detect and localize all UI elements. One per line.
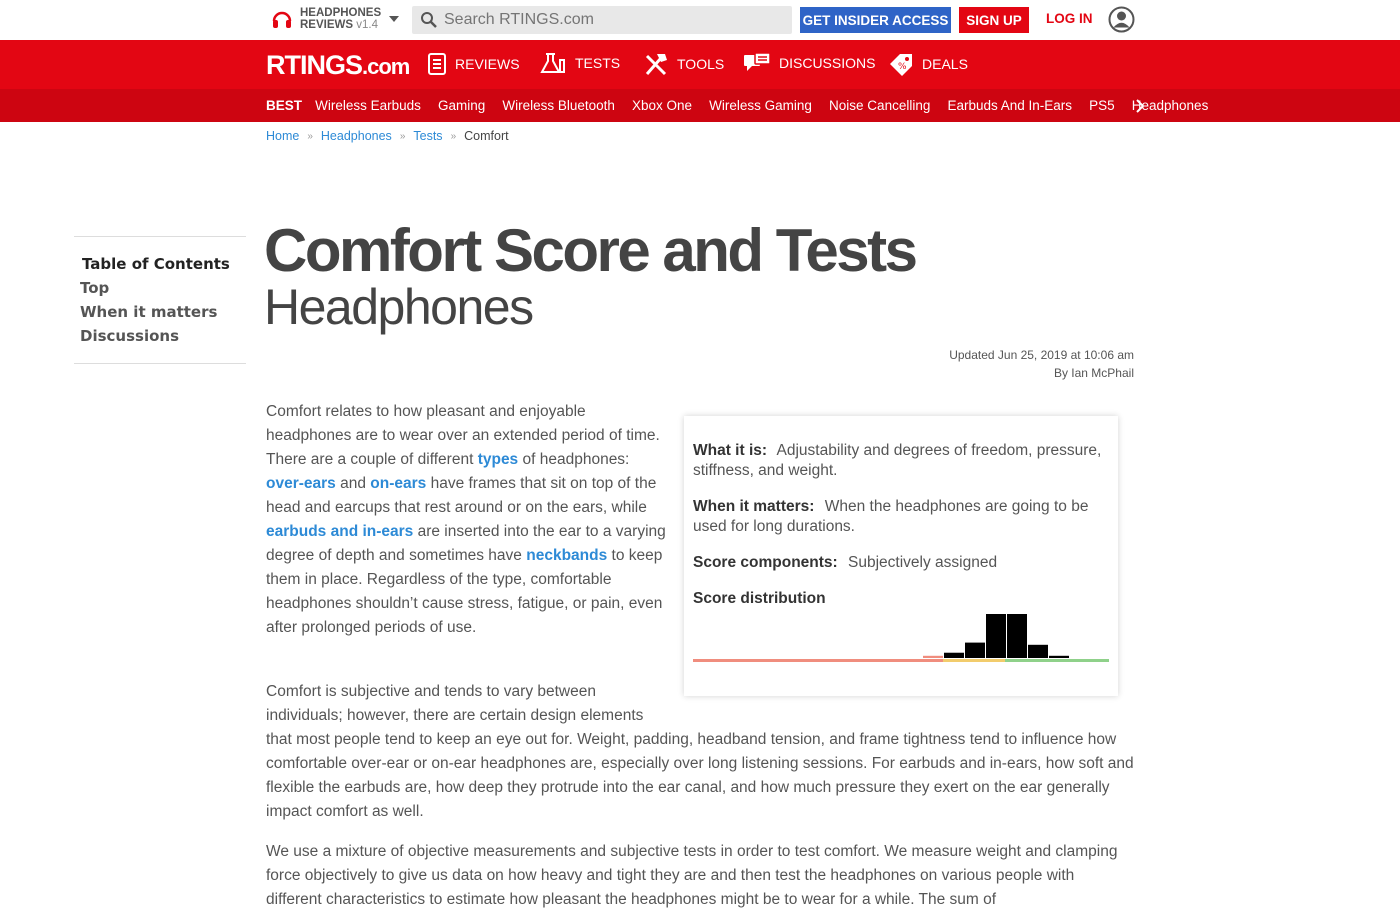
distribution-bar: [923, 656, 943, 658]
svg-text:%: %: [898, 62, 907, 72]
main-nav: [0, 40, 1400, 89]
best-of-list: [266, 89, 1209, 122]
version-label: v1.4: [356, 19, 378, 31]
page-title: Comfort Score and Tests: [264, 217, 916, 284]
link-neckbands[interactable]: neckbands: [526, 547, 608, 564]
nav-tools[interactable]: [643, 52, 724, 76]
best-item[interactable]: PS5: [1089, 98, 1115, 113]
what-it-is-value: Adjustability and degrees of freedom, pressure, stiffness, and weight.: [693, 442, 1102, 479]
best-item[interactable]: Gaming: [438, 98, 486, 113]
nav-deals[interactable]: [888, 52, 968, 76]
chevron-right-icon[interactable]: [1135, 99, 1145, 113]
insider-access-button[interactable]: GET INSIDER ACCESS: [800, 7, 951, 33]
score-distribution-chart: [693, 612, 1109, 664]
intro-paragraph: Comfort relates to how pleasant and enjoyable headphones are to wear over an extended period of time. There are a couple of different types of headphones: over-ears and on-ears have frames that sit on top of the head and earcups that rest around or on the ears, while earbuds and in-ears are inserted into the ear to a varying degree of depth and sometimes have neckbands to keep them in place. Regardless of the type, comfortable headphones shouldn’t cause stress, fatigue, or pain, even after prolonged periods of use.: [266, 403, 666, 636]
chevron-right-icon: »: [307, 130, 313, 142]
what-it-is-row: [693, 441, 1113, 481]
distribution-baseline-segment: [693, 659, 943, 662]
updated-date: Updated Jun 25, 2019 at 10:06 am: [949, 348, 1134, 362]
best-item[interactable]: Noise Cancelling: [829, 98, 931, 113]
best-item[interactable]: Wireless Gaming: [709, 98, 812, 113]
user-account-icon[interactable]: [1108, 6, 1135, 33]
link-over-ears[interactable]: over-ears: [266, 475, 336, 492]
nav-tools-label: TOOLS: [677, 56, 725, 72]
deal-tag-icon: [888, 52, 914, 76]
search-bar[interactable]: [412, 6, 792, 34]
body-paragraph-2: Comfort is subjective and tends to vary between individuals; however, there are certain design elements that most people tend to keep an eye out for. Weight, padding, headband tension, and frame tightness tend to influence how comfortable over-ear or on-ear headphones are, especially over long listening sessions. For earbuds and in-ears, how soft and flexible the earbuds are, how deep they protrude into the ear canal, and how much pressure they exert on the ear generally impact comfort as well.: [266, 683, 1134, 820]
distribution-baseline-segment: [943, 659, 1005, 662]
score-distribution-row: [693, 589, 1113, 609]
reviews-icon: [427, 52, 447, 76]
tools-icon: [643, 52, 669, 76]
link-earbuds-in-ears[interactable]: earbuds and in-ears: [266, 523, 414, 540]
login-button[interactable]: LOG IN: [1046, 11, 1093, 26]
search-icon: [420, 11, 438, 29]
distribution-bar: [1049, 656, 1069, 658]
best-item[interactable]: Wireless Bluetooth: [502, 98, 615, 113]
product-line2: REVIEWS: [300, 19, 354, 31]
score-components-row: [693, 553, 1113, 573]
best-of-nav: [0, 89, 1400, 122]
distribution-baseline-segment: [1005, 659, 1109, 662]
when-it-matters-value: When the headphones are going to be used for long durations.: [693, 498, 1089, 535]
product-switcher[interactable]: [270, 7, 399, 31]
chat-icon: [743, 52, 771, 74]
score-distribution-label: Score distribution: [693, 590, 826, 607]
product-line1: HEADPHONES: [300, 7, 382, 19]
product-name: [300, 7, 381, 31]
distribution-bar: [965, 643, 985, 658]
chevron-down-icon: [389, 16, 399, 22]
breadcrumb-headphones[interactable]: Headphones: [320, 129, 392, 143]
link-types[interactable]: types: [477, 451, 519, 468]
body-paragraph-3: We use a mixture of objective measurements and subjective tests in order to test comfort. We measure weight and clamping force objectively to give us data on how heavy and tight they are and then test the headphones on various people with different characteristics to estimate how pleasant the headphones might be to wear for a while. The sum of: [266, 843, 1118, 908]
signup-button[interactable]: SIGN UP: [959, 7, 1029, 33]
score-components-value: Subjectively assigned: [848, 554, 998, 571]
when-it-matters-label: When it matters:: [693, 498, 815, 515]
nav-discussions[interactable]: [743, 52, 875, 74]
toc-item-discussions[interactable]: Discussions: [80, 327, 180, 345]
search-input[interactable]: [444, 11, 774, 29]
nav-reviews-label: REVIEWS: [455, 56, 520, 72]
distribution-bar: [1028, 645, 1048, 658]
top-bar: [0, 0, 1400, 40]
page-subtitle: Headphones: [264, 279, 533, 335]
nav-tests[interactable]: [539, 52, 620, 74]
toc-title: Table of Contents: [82, 255, 230, 273]
best-item[interactable]: Earbuds And In-Ears: [947, 98, 1073, 113]
nav-discussions-label: DISCUSSIONS: [779, 55, 876, 71]
score-components-label: Score components:: [693, 554, 838, 571]
nav-reviews[interactable]: [427, 52, 520, 76]
breadcrumb: [266, 129, 509, 143]
flask-icon: [539, 52, 567, 74]
toc-item-when-it-matters[interactable]: When it matters: [80, 303, 218, 321]
distribution-bar: [986, 614, 1006, 658]
best-item[interactable]: Xbox One: [632, 98, 693, 113]
best-item[interactable]: Wireless Earbuds: [315, 98, 421, 113]
toc-item-top[interactable]: Top: [80, 279, 110, 297]
best-item[interactable]: Headphones: [1131, 98, 1209, 113]
distribution-bar: [944, 653, 964, 658]
chevron-right-icon: »: [399, 130, 406, 142]
distribution-bar: [1007, 614, 1027, 658]
what-it-is-label: What it is:: [693, 442, 768, 459]
test-info-box: [684, 416, 1118, 696]
nav-tests-label: TESTS: [575, 55, 621, 71]
site-logo[interactable]: RTINGS.com: [266, 50, 410, 80]
headphones-icon: [270, 7, 294, 31]
breadcrumb-tests[interactable]: Tests: [413, 129, 443, 143]
nav-deals-label: DEALS: [922, 56, 968, 72]
author-line: By Ian McPhail: [1053, 366, 1134, 380]
breadcrumb-home[interactable]: Home: [266, 129, 300, 143]
best-label: BEST: [266, 98, 303, 113]
chevron-right-icon: »: [450, 130, 457, 142]
breadcrumb-current: Comfort: [464, 129, 509, 143]
when-it-matters-row: [693, 497, 1113, 537]
table-of-contents: [74, 236, 246, 364]
link-on-ears[interactable]: on-ears: [370, 475, 427, 492]
